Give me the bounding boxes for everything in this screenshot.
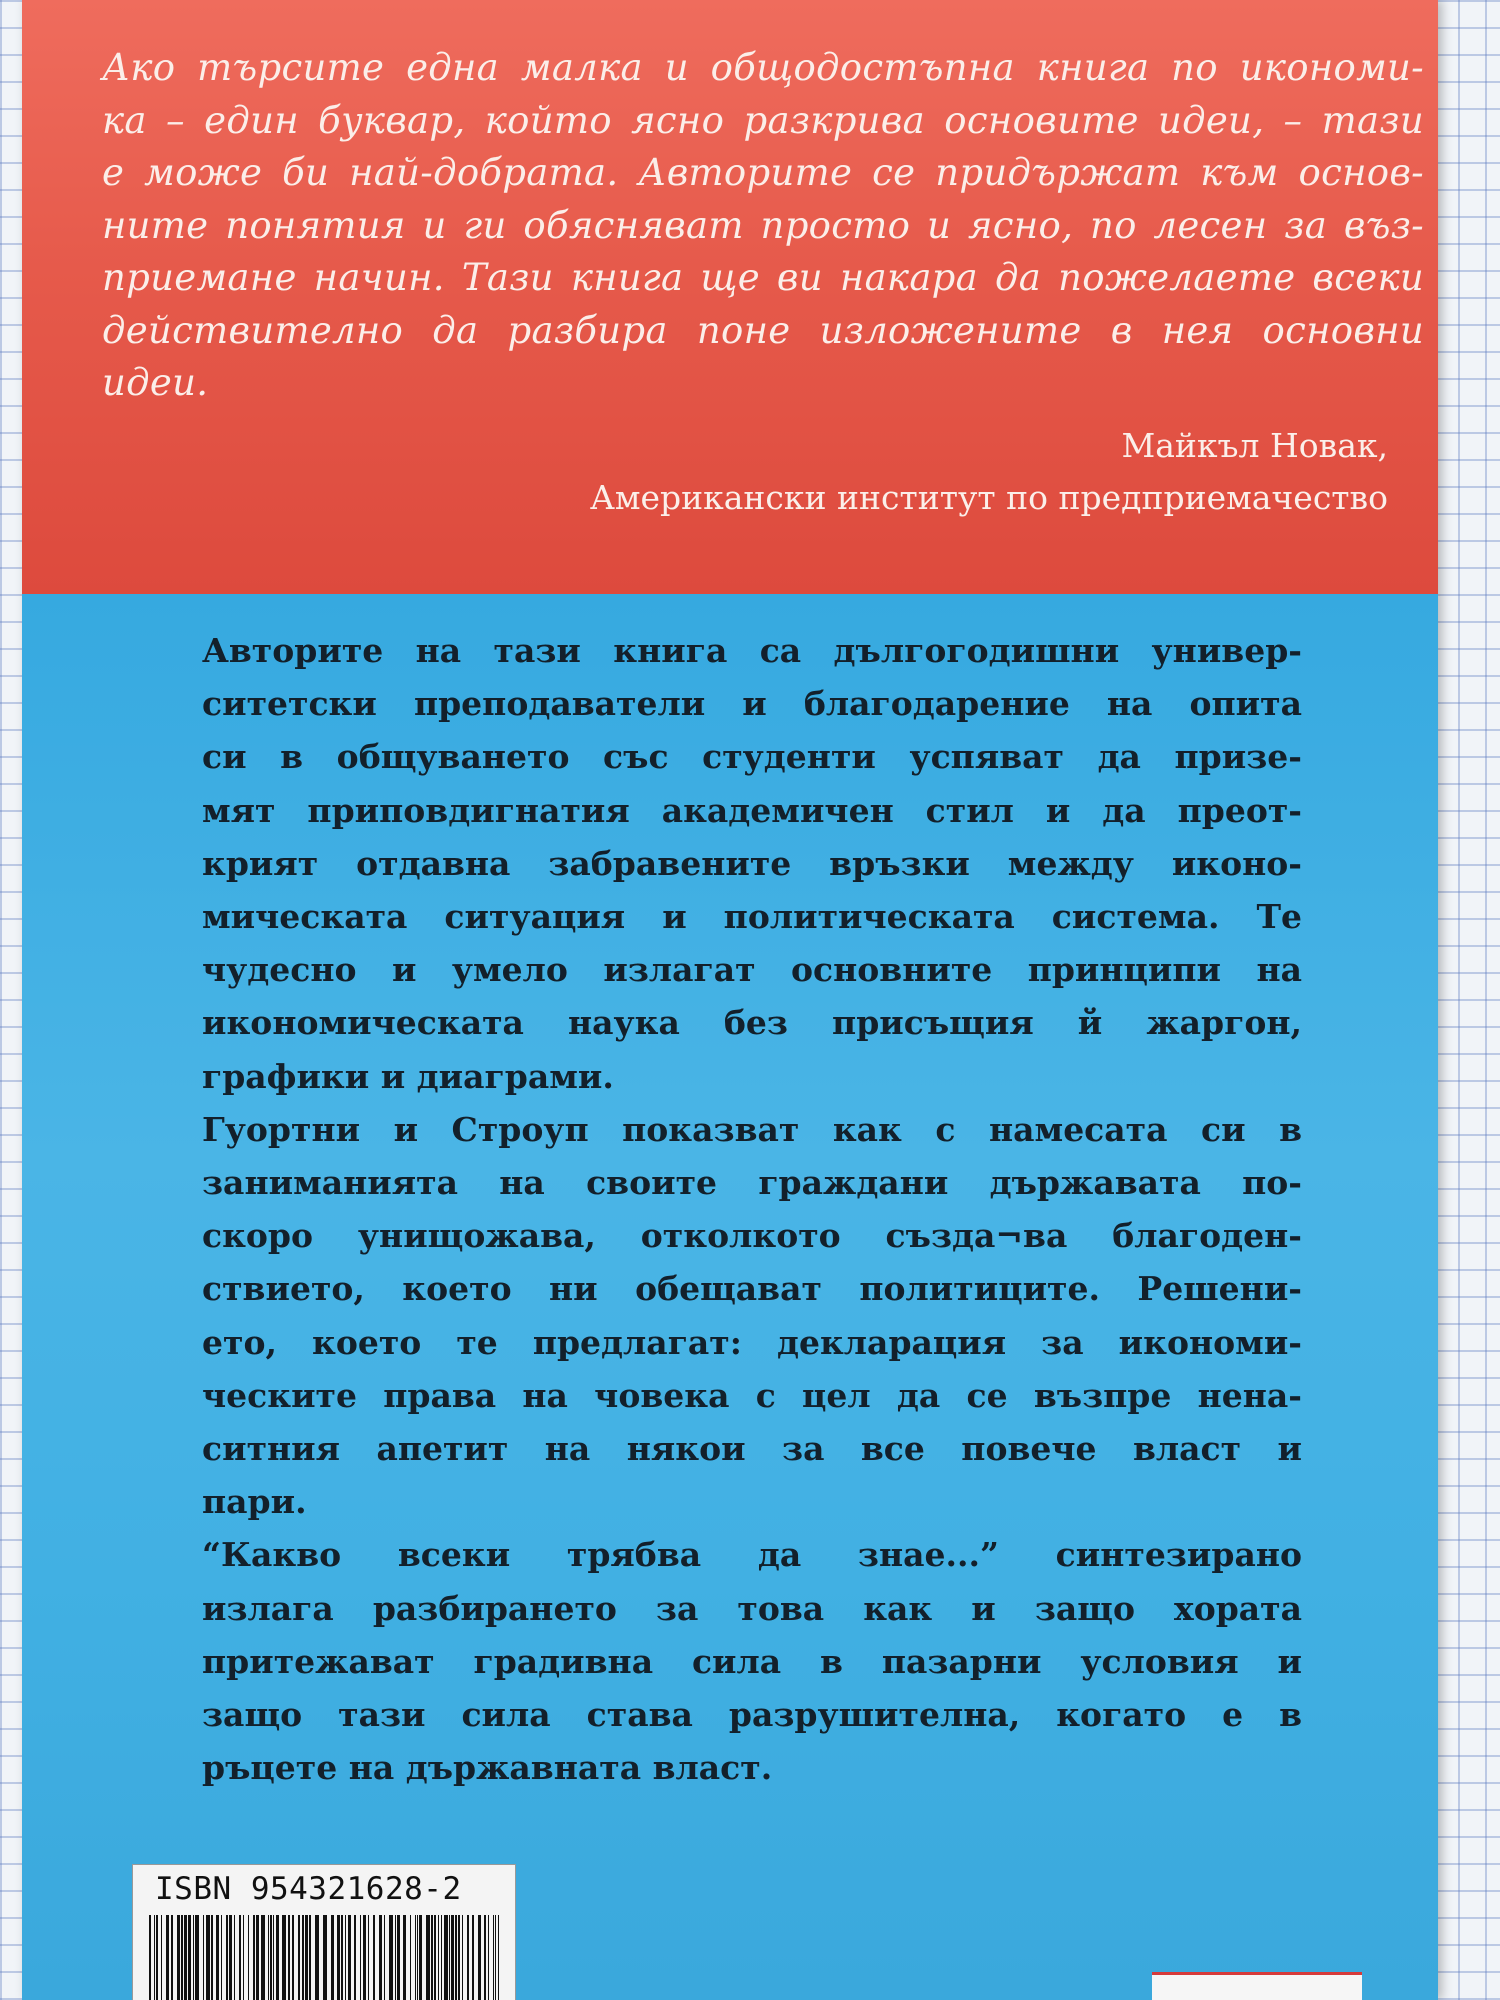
quote-author: Майкъл Новак, [1121,426,1388,465]
barcode-bar [495,1915,496,2000]
barcode-bar [154,1915,155,2000]
barcode-bar [395,1915,396,2000]
barcode-bar [360,1915,361,2000]
barcode-bar [268,1915,269,2000]
quote-panel [22,0,1438,594]
description-paragraph-2 [202,1103,1302,1529]
barcode-bar [188,1915,191,2000]
barcode-bar [156,1915,158,2000]
barcode-sticker [132,1864,516,2000]
text-line: ситния апетит на някои за все повече власт и [202,1429,1302,1469]
quote-affiliation: Американски институт по предприемачество [589,478,1388,517]
barcode-bar [462,1915,463,2000]
barcode-bar [384,1915,385,2000]
quote-line: идеи. [102,361,209,404]
text-line: притежават градивна сила в пазарни условия и [202,1641,1302,1681]
barcode-bar [345,1915,346,2000]
barcode-bar [434,1915,436,2000]
text-line: “Какво всеки трябва да знае...” синтезирано [202,1535,1302,1575]
barcode-bar [438,1915,439,2000]
quote-line: ните понятия и ги обясняват просто и ясно, по лесен за въз- [102,203,1424,247]
barcode-bar [302,1915,304,2000]
barcode-bar [234,1915,235,2000]
barcode-bar [341,1915,343,2000]
barcode-bar [415,1915,416,2000]
barcode-bar [195,1915,199,2000]
barcode-bar [354,1915,356,2000]
text-line: Авторите на тази книга са дългогодишни универ- [202,631,1302,670]
barcode-bar [288,1915,290,2000]
barcode-bar [368,1915,369,2000]
barcode-bar [292,1915,294,2000]
text-line: мят приповдигнатия академичен стил и да преот- [202,790,1302,830]
barcode-bar [426,1915,430,2000]
barcode-bar [431,1915,433,2000]
barcode-bar [379,1915,382,2000]
barcode-icon [147,1915,503,2000]
barcode-bar [166,1915,169,2000]
barcode-bar [203,1915,204,2000]
barcode-bar [363,1915,366,2000]
barcode-bar [410,1915,411,2000]
barcode-bar [184,1915,187,2000]
barcode-bar [417,1915,418,2000]
barcode-bar [261,1915,265,2000]
barcode-bar [309,1915,311,2000]
book-back-cover [22,0,1438,2000]
text-line: защо тази сила става разрушителна, когато е в [202,1695,1302,1735]
barcode-bar [441,1915,442,2000]
barcode-bar [315,1915,319,2000]
barcode-bar [256,1915,259,2000]
barcode-bar [397,1915,400,2000]
text-line: мическата ситуация и политическата система. Те [202,897,1302,937]
barcode-bar [248,1915,249,2000]
quote-attribution [590,420,1388,524]
barcode-bar [177,1915,180,2000]
description-panel [22,594,1438,2000]
text-line: Гуортни и Строуп показват как с намесата си в [202,1109,1302,1149]
barcode-bar [305,1915,308,2000]
text-line: ето, което те предлагат: декларация за икономи- [202,1322,1302,1362]
barcode-bar [161,1915,162,2000]
text-line: икономическата наука без присъщия й жаргон, [202,1003,1302,1043]
text-line: заниманията на своите граждани държавата по- [202,1163,1302,1203]
barcode-bar [221,1915,222,2000]
text-line: пари. [202,1482,307,1522]
quote-text [102,42,1424,410]
barcode-bar [451,1915,454,2000]
barcode-bar [323,1915,327,2000]
barcode-bar [493,1915,494,2000]
quote-line: Ако търсите една малка и общодостъпна книга по икономи- [102,46,1424,89]
text-line: крият отдавна забравените връзки между иконо- [202,843,1302,883]
barcode-bar [270,1915,272,2000]
barcode-bar [282,1915,286,2000]
text-line: ситетски преподаватели и благодарение на опита [202,684,1302,724]
quote-line: приемане начин. Тази книга ще ви накара да пожелаете всеки [102,256,1424,299]
barcode-bar [389,1915,393,2000]
barcode-bar [331,1915,334,2000]
barcode-bar [181,1915,183,2000]
barcode-bar [216,1915,219,2000]
barcode-bar [171,1915,173,2000]
barcode-bar [498,1915,499,2000]
barcode-bar [149,1915,151,2000]
barcode-bar [243,1915,244,2000]
publisher-logo-tab [1152,1972,1362,2000]
barcode-bar [472,1915,474,2000]
text-line: ствието, което ни обещават политиците. Решени- [202,1269,1302,1309]
isbn-number: ISBN 954321628-2 [155,1871,462,1907]
quote-line: действително да разбира поне изложените в нея основни [102,308,1424,352]
barcode-bar [239,1915,241,2000]
quote-line: е може би най-добрата. Авторите се придържат към основ- [102,151,1424,194]
barcode-bar [206,1915,210,2000]
barcode-bar [467,1915,469,2000]
description-paragraph-1 [202,624,1302,1103]
barcode-bar [484,1915,486,2000]
barcode-bar [276,1915,279,2000]
text-line: скоро унищожава, отколкото създа¬ва благоден- [202,1216,1302,1256]
text-line: си в общуването със студенти успяват да призе- [202,737,1302,777]
description-paragraph-3 [202,1528,1302,1794]
book-description [202,624,1302,1794]
barcode-bar [253,1915,255,2000]
barcode-bar [211,1915,213,2000]
text-line: ческите права на човека с цел да се възпре нена- [202,1375,1302,1415]
barcode-bar [348,1915,351,2000]
barcode-bar [419,1915,422,2000]
barcode-bar [373,1915,375,2000]
quote-line: ка – един буквар, който ясно разкрива основите идеи, – тази [102,98,1424,142]
barcode-bar [403,1915,406,2000]
barcode-bar [229,1915,232,2000]
barcode-bar [449,1915,450,2000]
barcode-bar [273,1915,274,2000]
barcode-bar [298,1915,300,2000]
text-line: чудесно и умело излагат основните принципи на [202,950,1302,990]
barcode-bar [337,1915,340,2000]
barcode-bar [478,1915,481,2000]
text-line: ръцете на държавната власт. [202,1748,773,1788]
barcode-bar [193,1915,194,2000]
text-line: графики и диаграми. [202,1056,614,1096]
barcode-bar [458,1915,460,2000]
barcode-bar [226,1915,228,2000]
barcode-bar [488,1915,489,2000]
barcode-bar [455,1915,457,2000]
barcode-bar [444,1915,448,2000]
text-line: излага разбирането за това как и защо хората [202,1588,1302,1628]
